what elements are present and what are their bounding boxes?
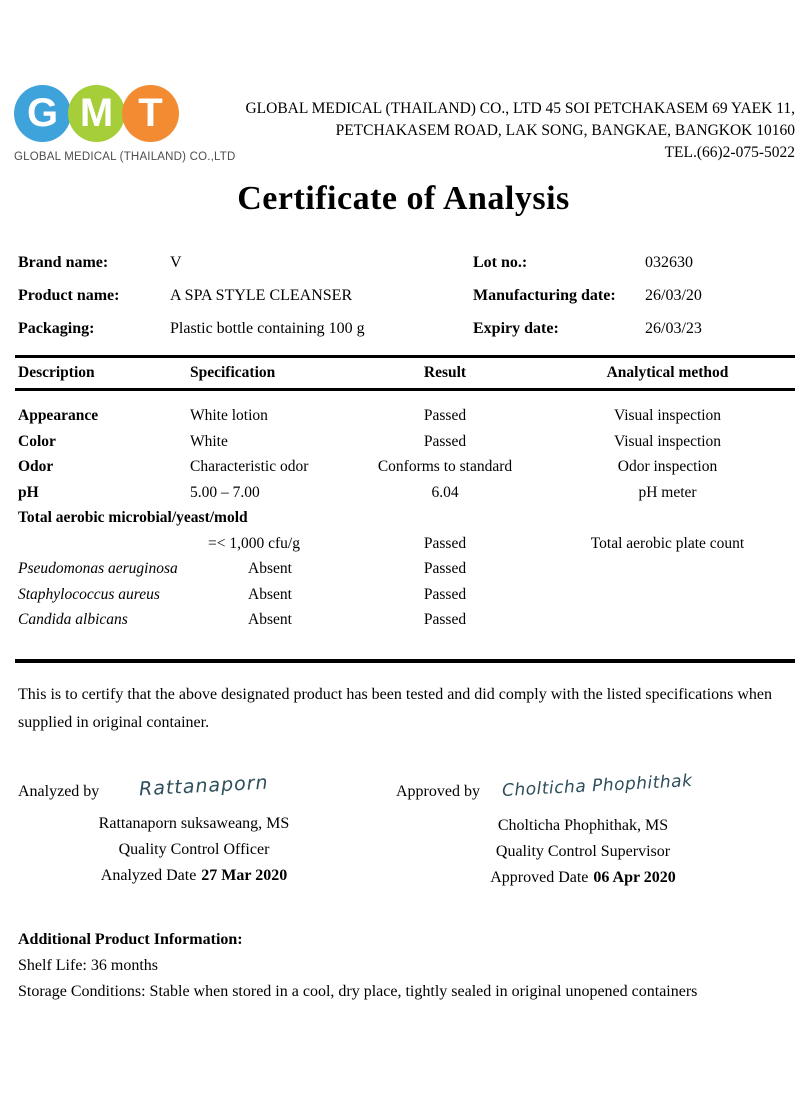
- cell-result: 6.04: [431, 483, 459, 501]
- table-row: [15, 505, 795, 531]
- additional-info-heading: Additional Product Information:: [18, 930, 243, 948]
- col-header-specification: Specification: [190, 364, 276, 381]
- table-row: [15, 454, 795, 480]
- cell-description: Odor: [18, 458, 54, 475]
- manufacturing-date-value: 26/03/20: [645, 287, 702, 304]
- cell-method: [540, 582, 795, 608]
- analyzed-by-label: Analyzed by: [18, 782, 100, 800]
- table-row: [15, 480, 795, 506]
- supervisor-signature: Cholticha Phophithak: [501, 770, 693, 801]
- cell-specification: White: [190, 432, 228, 450]
- cell-specification: Absent: [248, 560, 292, 577]
- table-row: [15, 607, 795, 633]
- manufacturing-date-label: Manufacturing date:: [473, 287, 616, 304]
- cell-description: Candida albicans: [18, 611, 128, 628]
- brand-name-value: V: [170, 254, 182, 271]
- page-title: Certificate of Analysis: [237, 180, 570, 217]
- expiry-date-label: Expiry date:: [473, 320, 559, 337]
- analyzed-date-line: [15, 863, 373, 889]
- cell-method: Total aerobic plate count: [590, 534, 745, 552]
- cell-method: Odor inspection: [617, 458, 718, 475]
- cell-specification: White lotion: [190, 407, 268, 424]
- cell-description: pH: [18, 483, 39, 501]
- table-row: [15, 403, 795, 429]
- logo-circle-g: G: [14, 85, 71, 142]
- gmt-logo-icon: [14, 85, 214, 142]
- table-row: [15, 556, 795, 582]
- col-header-result: Result: [423, 364, 467, 381]
- table-body: [15, 391, 795, 659]
- analyzed-by-block: [15, 771, 373, 891]
- cell-specification: Characteristic odor: [190, 458, 309, 475]
- supervisor-role: Quality Control Supervisor: [495, 842, 671, 860]
- approved-by-block: [373, 770, 793, 891]
- shelf-life-line: Shelf Life: 36 months: [18, 956, 158, 974]
- cell-method: [540, 607, 795, 633]
- cell-result: Passed: [423, 585, 467, 603]
- cell-result: Passed: [423, 560, 467, 577]
- cell-method: Visual inspection: [613, 432, 722, 450]
- product-name-label: Product name:: [18, 287, 120, 304]
- product-name-value: A SPA STYLE CLEANSER: [170, 287, 353, 304]
- lot-no-label: Lot no.:: [473, 254, 528, 271]
- table-header-row: [15, 358, 795, 391]
- cell-result: Passed: [423, 407, 467, 424]
- signature-section: [0, 770, 807, 891]
- approved-by-label: Approved by: [396, 782, 480, 800]
- analysis-table: [15, 355, 795, 663]
- cell-specification: =< 1,000 cfu/g: [208, 534, 300, 552]
- cell-specification: 5.00 – 7.00: [190, 483, 260, 501]
- table-row: [15, 531, 795, 557]
- brand-name-label: Brand name:: [18, 254, 109, 271]
- analyst-name: Rattanaporn suksaweang, MS: [98, 814, 290, 832]
- cell-result: Passed: [423, 611, 467, 628]
- lot-no-value: 032630: [645, 254, 693, 271]
- product-info-left: [18, 252, 473, 340]
- supervisor-name: Cholticha Phophithak, MS: [497, 816, 669, 834]
- cell-specification: Absent: [248, 585, 292, 603]
- packaging-value: Plastic bottle containing 100 g: [170, 320, 365, 337]
- address-line-3: TEL.(66)2-075-5022: [664, 144, 795, 161]
- address-line-2: PETCHAKASEM ROAD, LAK SONG, BANGKAE, BANGKOK 10160: [335, 122, 795, 139]
- cell-description: Total aerobic microbial/yeast/mold: [18, 509, 248, 526]
- cell-specification: Absent: [248, 611, 292, 628]
- additional-info-section: [18, 927, 791, 1005]
- analyst-signature: Rattanaporn: [138, 771, 270, 800]
- cell-description: Color: [18, 432, 56, 450]
- cell-result: Passed: [423, 432, 467, 450]
- expiry-date-value: 26/03/23: [645, 320, 702, 337]
- address-line-1: GLOBAL MEDICAL (THAILAND) CO., LTD 45 SOI PETCHAKASEM 69 YAEK 11,: [245, 100, 795, 117]
- packaging-label: Packaging:: [18, 320, 95, 337]
- approved-date-line: [373, 865, 793, 891]
- analyzed-date-value: 27 Mar 2020: [201, 866, 288, 884]
- analyst-role: Quality Control Officer: [118, 840, 270, 858]
- cell-description: Staphylococcus aureus: [18, 585, 160, 603]
- analyzed-date-label: Analyzed Date: [100, 866, 197, 884]
- cell-description: Pseudomonas aeruginosa: [18, 560, 178, 577]
- cell-method: pH meter: [638, 483, 697, 501]
- logo-circle-m: M: [68, 85, 125, 142]
- approved-date-value: 06 Apr 2020: [593, 868, 676, 886]
- product-info-section: [18, 252, 795, 340]
- company-address: [245, 85, 795, 164]
- product-info-right: [473, 252, 795, 340]
- cell-description: Appearance: [18, 407, 99, 424]
- cell-result: Passed: [423, 534, 467, 552]
- logo-circle-t: T: [122, 85, 179, 142]
- col-header-description: Description: [18, 364, 95, 381]
- storage-conditions-line: Storage Conditions: Stable when stored in a cool, dry place, tightly sealed in original unopened containers: [18, 982, 698, 1000]
- table-row: [15, 429, 795, 455]
- cell-method: [540, 556, 795, 582]
- cell-result: Conforms to standard: [377, 458, 513, 475]
- document-header: [14, 85, 795, 164]
- cell-method: Visual inspection: [613, 407, 722, 424]
- col-header-analytical-method: Analytical method: [606, 364, 729, 381]
- certification-statement: This is to certify that the above designated product has been tested and did comply with the listed specifications when supplied in original container.: [18, 685, 773, 731]
- logo-caption: GLOBAL MEDICAL (THAILAND) CO.,LTD: [14, 151, 236, 163]
- table-row: [15, 582, 795, 608]
- company-logo: [14, 85, 236, 164]
- approved-date-label: Approved Date: [490, 868, 589, 886]
